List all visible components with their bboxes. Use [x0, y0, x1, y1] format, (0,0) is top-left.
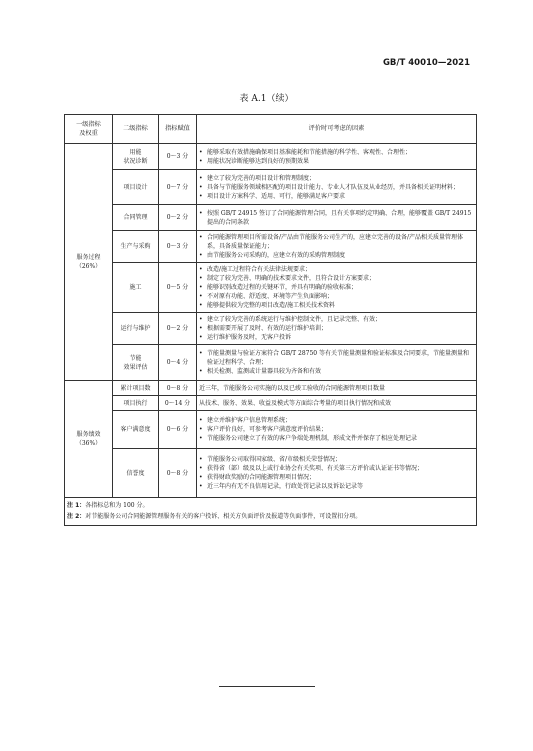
table-row: [65, 205, 477, 231]
secondary-indicator-cell: 累计项目数: [113, 381, 159, 396]
bullet-icon: •: [199, 417, 203, 424]
evaluation-table: [64, 114, 477, 526]
criteria-cell: [197, 144, 477, 170]
bullet-icon: •: [199, 435, 203, 442]
secondary-indicator-cell: 运行与维护: [113, 313, 159, 345]
bullet-icon: •: [199, 275, 203, 282]
criteria-text: 运行维护服务及时，无客户投诉: [207, 334, 292, 341]
criteria-bullet-item: [199, 333, 474, 342]
score-cell: 0～3 分: [159, 144, 197, 170]
bullet-icon: •: [199, 474, 203, 481]
bullet-icon: •: [199, 234, 203, 241]
table-header-row: [65, 115, 477, 144]
score-cell: 0～5 分: [159, 263, 197, 313]
bullet-icon: •: [199, 426, 203, 433]
bullet-icon: •: [199, 157, 203, 165]
criteria-text: 能够识别改造过程的关键环节，并具有明确的验收标准；: [207, 284, 358, 291]
criteria-cell: [197, 170, 477, 205]
bullet-icon: •: [199, 465, 203, 472]
criteria-cell: [197, 411, 477, 449]
bullet-icon: •: [199, 209, 203, 217]
criteria-cell: [197, 396, 477, 411]
score-cell: 0～8 分: [159, 449, 197, 498]
secondary-indicator-cell: 客户满意度: [113, 411, 159, 449]
bullet-icon: •: [199, 252, 203, 259]
criteria-text: 能够提供较为完整的项目改造/施工相关技术资料: [207, 302, 336, 309]
score-cell: 0～8 分: [159, 381, 197, 396]
table-row: [65, 411, 477, 449]
col-header-primary: 一级指标 及权重: [65, 115, 113, 144]
criteria-text: 项目设计方案科学、适用、可行，能够满足客户要求: [207, 192, 346, 200]
criteria-text: 从技术、服务、效果、收益及模式等方面综合考量的项目执行情况和成效: [199, 399, 392, 407]
score-cell: 0～4 分: [159, 345, 197, 381]
criteria-text: 不对原有功能、舒适度、环境等产生负面影响；: [207, 293, 334, 300]
secondary-indicator-cell: 信誉度: [113, 449, 159, 498]
criteria-text: 建立了较为完善的项目设计和管理制度；: [207, 174, 316, 182]
table-row: [65, 263, 477, 313]
criteria-text: 节能量测量与验证方案符合 GB/T 28750 等有关节能量测量和验证标准及合同要求，节能量测量和验证过程科学、合理；: [207, 350, 470, 366]
criteria-cell: [197, 263, 477, 313]
note-item: [67, 511, 474, 522]
score-cell: 0～14 分: [159, 396, 197, 411]
criteria-text: 制定了较为完善、明确的技术要求文件，且符合设计方案要求；: [207, 275, 376, 282]
criteria-text: 用能状况诊断能够达到良好的预期效果: [207, 157, 310, 165]
bullet-icon: •: [199, 483, 203, 490]
criteria-cell: [197, 231, 477, 263]
criteria-bullet-item: [199, 301, 474, 310]
criteria-bullet-item: [199, 157, 474, 166]
criteria-text: 合同能源管理项目所需设备/产品由节能服务公司生产的，应建立完善的设备/产品相关质量管理体系，具备质量保证能力；: [207, 234, 464, 250]
table-row: [65, 449, 477, 498]
primary-indicator-cell: 服务绩效 （36%）: [65, 381, 113, 498]
criteria-bullet-item: [199, 455, 474, 464]
table-row: [65, 381, 477, 396]
criteria-bullet-item: [199, 416, 474, 425]
criteria-text: 获得财政奖励的合同能源管理项目情况；: [207, 474, 316, 481]
table-row: [65, 231, 477, 263]
criteria-bullet-item: [199, 315, 474, 324]
primary-indicator-cell: 服务过程 （26%）: [65, 144, 113, 381]
bullet-icon: •: [199, 368, 203, 375]
note-text: 对节能服务公司合同能源管理服务有关的客户投诉、相关方负面评价及报道等负面事件，可设置扣分项。: [85, 513, 362, 521]
standard-code: GB/T 40010—2021: [382, 58, 470, 68]
criteria-text: 能够采取有效措施确保项目基准能耗和节能措施的科学性、客观性、合理性；: [207, 148, 412, 156]
criteria-cell: [197, 449, 477, 498]
criteria-text: 节能服务公司建立了有效的客户争端处理机制，形成文件并保存了相应处理记录: [207, 435, 418, 442]
secondary-indicator-cell: 合同管理: [113, 205, 159, 231]
secondary-indicator-cell: 项目设计: [113, 170, 159, 205]
criteria-cell: [197, 381, 477, 396]
score-cell: 0～3 分: [159, 231, 197, 263]
table-row: [65, 345, 477, 381]
col-header-score: 指标赋值: [159, 115, 197, 144]
criteria-text: 根据需要开展了及时、有效的运行维护培训；: [207, 325, 328, 332]
bullet-icon: •: [199, 266, 203, 273]
bullet-icon: •: [199, 316, 203, 323]
secondary-indicator-cell: 用能 状况诊断: [113, 144, 159, 170]
criteria-bullet-item: [199, 174, 474, 183]
criteria-text: 相关检测、监测或计量器具较为齐备和有效: [207, 368, 322, 375]
criteria-bullet-item: [199, 482, 474, 491]
bullet-icon: •: [199, 302, 203, 309]
criteria-bullet-item: [199, 148, 474, 157]
criteria-bullet-item: [199, 209, 474, 227]
note-label: 注 1：: [67, 502, 86, 509]
criteria-cell: [197, 345, 477, 381]
secondary-indicator-cell: 施工: [113, 263, 159, 313]
criteria-bullet-item: [199, 183, 474, 192]
criteria-text: 建立并维护客户信息管理系统；: [207, 417, 292, 424]
criteria-bullet-item: [199, 274, 474, 283]
table-notes: [65, 498, 477, 526]
bullet-icon: •: [199, 192, 203, 200]
criteria-text: 获得省（部）级及以上或行业协会有关奖项、有关第三方评价或认证证书等情况；: [207, 465, 424, 472]
criteria-bullet-item: [199, 367, 474, 376]
criteria-bullet-item: [199, 192, 474, 201]
score-cell: 0～2 分: [159, 205, 197, 231]
footer-rule: [219, 686, 315, 687]
table-row: [65, 396, 477, 411]
note-item: [67, 500, 474, 511]
bullet-icon: •: [199, 350, 203, 357]
table-row: [65, 313, 477, 345]
col-header-criteria: 评价时可考虑的因素: [197, 115, 477, 144]
criteria-cell: [197, 205, 477, 231]
score-cell: 0～7 分: [159, 170, 197, 205]
criteria-bullet-item: [199, 473, 474, 482]
bullet-icon: •: [199, 456, 203, 463]
criteria-text: 近三年内有无不良信用记录，行政处罚记录以及诉讼记录等: [207, 483, 364, 490]
criteria-text: 改造/施工过程符合有关法律法规要求；: [207, 266, 312, 273]
criteria-bullet-item: [199, 425, 474, 434]
criteria-text: 节能服务公司取得国家级、省/市级相关荣誉情况；: [207, 456, 342, 463]
table-row: [65, 170, 477, 205]
bullet-icon: •: [199, 325, 203, 332]
criteria-bullet-item: [199, 233, 474, 251]
table-body: [65, 144, 477, 526]
secondary-indicator-cell: 节能 效果评估: [113, 345, 159, 381]
criteria-bullet-item: [199, 324, 474, 333]
bullet-icon: •: [199, 293, 203, 300]
bullet-icon: •: [199, 183, 203, 191]
criteria-text: 具备与节能服务领域相匹配的项目设计能力、专业人才队伍及从业经历，并具备相关证明材料；: [207, 183, 460, 191]
criteria-text: 按照 GB/T 24915 签订了合同能源管理合同，且有关事项约定明确、合理，能够覆盖 GB/T 24915 提出的合同条款: [207, 209, 472, 226]
criteria-bullet-item: [199, 464, 474, 473]
criteria-text: 客户评价良好，可参考客户满意度评价结果；: [207, 426, 328, 433]
note-text: 各指标总和为 100 分。: [85, 502, 149, 509]
score-cell: 0～2 分: [159, 313, 197, 345]
bullet-icon: •: [199, 174, 203, 182]
criteria-text: 由节能服务公司采购的，应建立有效的采购管理制度: [207, 252, 346, 259]
table-title: 表 A.1（续）: [239, 94, 294, 104]
criteria-text: 建立了较为完善的系统运行与维护控制文件，且记录完整、有效；: [207, 316, 382, 323]
criteria-cell: [197, 313, 477, 345]
secondary-indicator-cell: 项目执行: [113, 396, 159, 411]
criteria-bullet-item: [199, 265, 474, 274]
bullet-icon: •: [199, 148, 203, 156]
bullet-icon: •: [199, 334, 203, 341]
criteria-bullet-item: [199, 283, 474, 292]
notes-row: [65, 498, 477, 526]
criteria-bullet-item: [199, 251, 474, 260]
bullet-icon: •: [199, 284, 203, 291]
criteria-bullet-item: [199, 292, 474, 301]
note-label: 注 2：: [67, 513, 86, 521]
score-cell: 0～6 分: [159, 411, 197, 449]
table-row: [65, 144, 477, 170]
secondary-indicator-cell: 生产与采购: [113, 231, 159, 263]
criteria-text: 近三年，节能服务公司实施的以及已竣工验收的合同能源管理项目数量: [199, 384, 386, 392]
criteria-bullet-item: [199, 349, 474, 367]
criteria-bullet-item: [199, 434, 474, 443]
col-header-secondary: 二级指标: [113, 115, 159, 144]
